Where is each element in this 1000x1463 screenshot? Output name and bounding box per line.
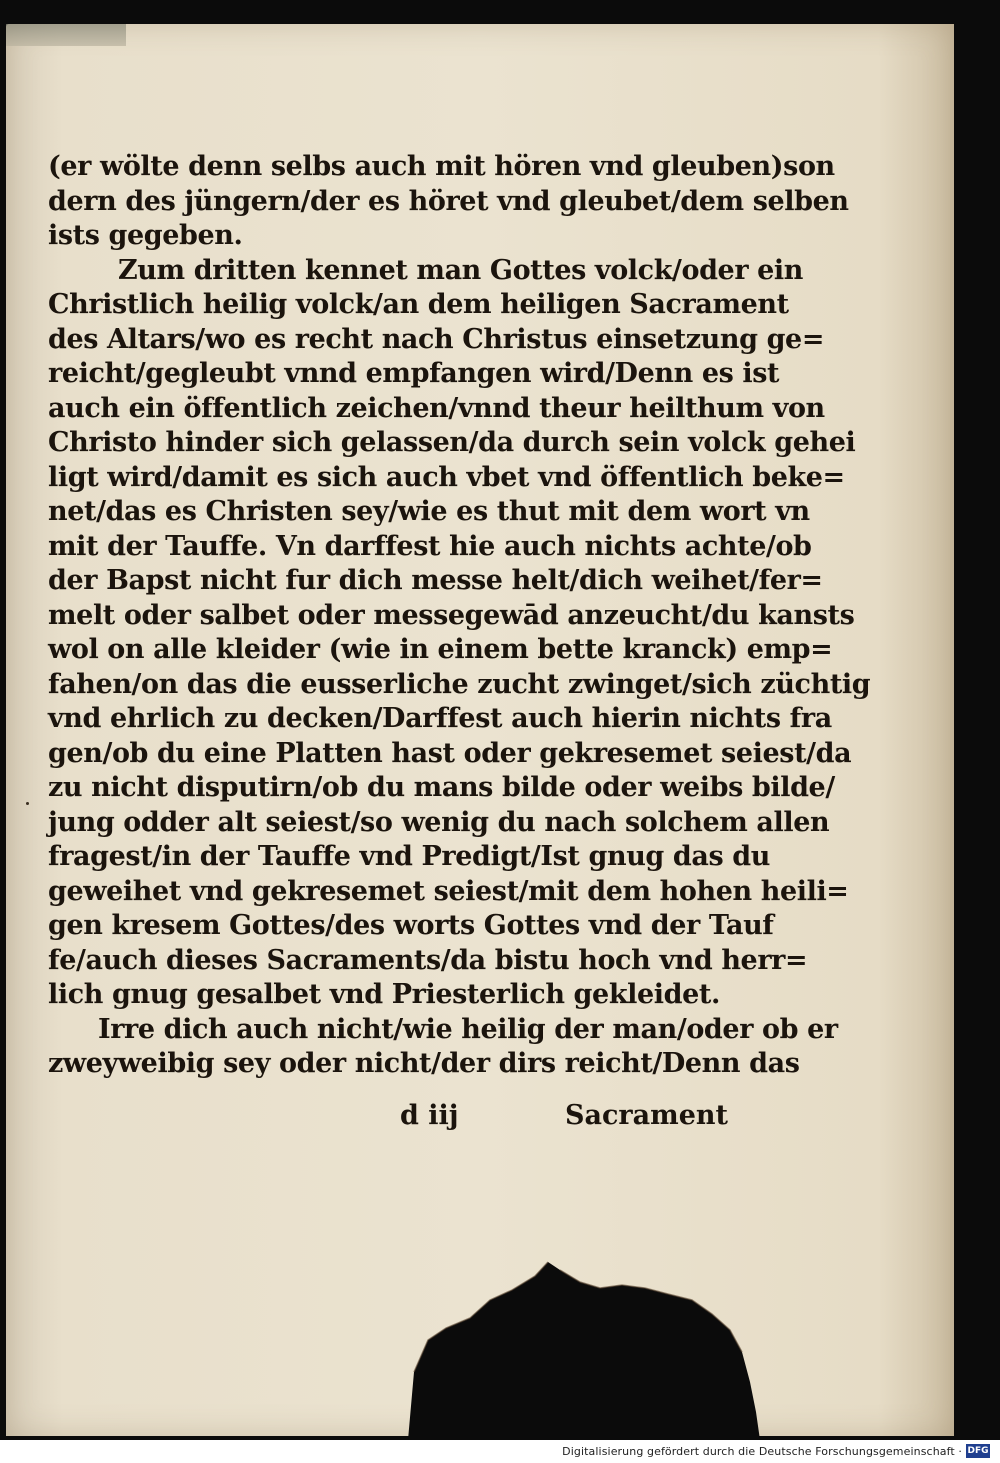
text-line-12: mit der Tauffe. Vn darffest hie auch nichts achte/ob xyxy=(48,530,812,562)
dfg-logo: DFG xyxy=(967,1446,989,1456)
text-line-6: des Altars/wo es recht nach Christus einsetzung ge= xyxy=(48,323,825,355)
text-line-9: Christo hinder sich gelassen/da durch sein volck gehei xyxy=(48,427,856,458)
text-line-5: Christlich heilig volck/an dem heiligen Sacrament xyxy=(48,289,789,320)
text-line-19: zu nicht disputirn/ob du mans bilde oder weibs bilde/ xyxy=(48,772,835,803)
text-line-10: ligt wird/damit es sich auch vbet vnd öffentlich beke= xyxy=(48,461,845,493)
text-line-22: geweihet vnd gekresemet seiest/mit dem hohen heili= xyxy=(48,875,849,907)
text-line-18: gen/ob du eine Platten hast oder gekresemet seiest/da xyxy=(48,737,852,769)
text-line-11: net/das es Christen sey/wie es thut mit dem wort vn xyxy=(48,496,810,527)
text-line-25: lich gnug gesalbet vnd Priesterlich gekleidet. xyxy=(48,979,720,1010)
text-line-8: auch ein öffentlich zeichen/vnnd theur heilthum von xyxy=(48,392,825,424)
text-line-20: jung odder alt seiest/so wenig du nach solchem allen xyxy=(48,806,830,838)
margin-mark xyxy=(26,802,29,805)
text-line-27: zweyweibig sey oder nicht/der dirs reicht/Denn das xyxy=(48,1048,800,1079)
page-text xyxy=(48,150,871,1082)
page-edge-shadow xyxy=(6,24,126,46)
text-line-13: der Bapst nicht fur dich messe helt/dich weihet/fer= xyxy=(48,565,823,596)
text-line-21: fragest/in der Tauffe vnd Predigt/Ist gnug das du xyxy=(48,841,770,872)
text-line-17: vnd ehrlich zu decken/Darffest auch hierin nichts fra xyxy=(48,703,832,734)
text-line-26: Irre dich auch nicht/wie heilig der man/oder ob er xyxy=(98,1013,838,1045)
page-footer-line xyxy=(48,1100,728,1136)
text-line-7: reicht/gegleubt vnnd empfangen wird/Denn es ist xyxy=(48,358,780,389)
text-line-14: melt oder salbet oder messegewād anzeucht/du kansts xyxy=(48,599,855,631)
text-line-24: fe/auch dieses Sacraments/da bistu hoch vnd herr= xyxy=(48,944,808,976)
text-line-4: Zum dritten kennet man Gottes volck/oder ein xyxy=(118,254,804,286)
text-line-23: gen kresem Gottes/des worts Gottes vnd der Tauf xyxy=(48,910,774,941)
footer-bar xyxy=(0,1440,1000,1463)
text-line-16: fahen/on das die eusserliche zucht zwinget/sich züchtig xyxy=(48,668,871,700)
catchword: Sacrament xyxy=(564,1100,728,1131)
text-line-15: wol on alle kleider (wie in einem bette kranck) emp= xyxy=(48,634,833,665)
text-line-2: dern des jüngern/der es höret vnd gleubet/dem selben xyxy=(48,185,849,217)
text-line-3: ists gegeben. xyxy=(48,220,243,251)
signature-mark: d iij xyxy=(400,1100,459,1131)
text-line-1: (er wölte denn selbs auch mit hören vnd gleuben)son xyxy=(48,151,835,182)
funding-credit: Digitalisierung gefördert durch die Deutsche Forschungsgemeinschaft · xyxy=(562,1445,962,1458)
